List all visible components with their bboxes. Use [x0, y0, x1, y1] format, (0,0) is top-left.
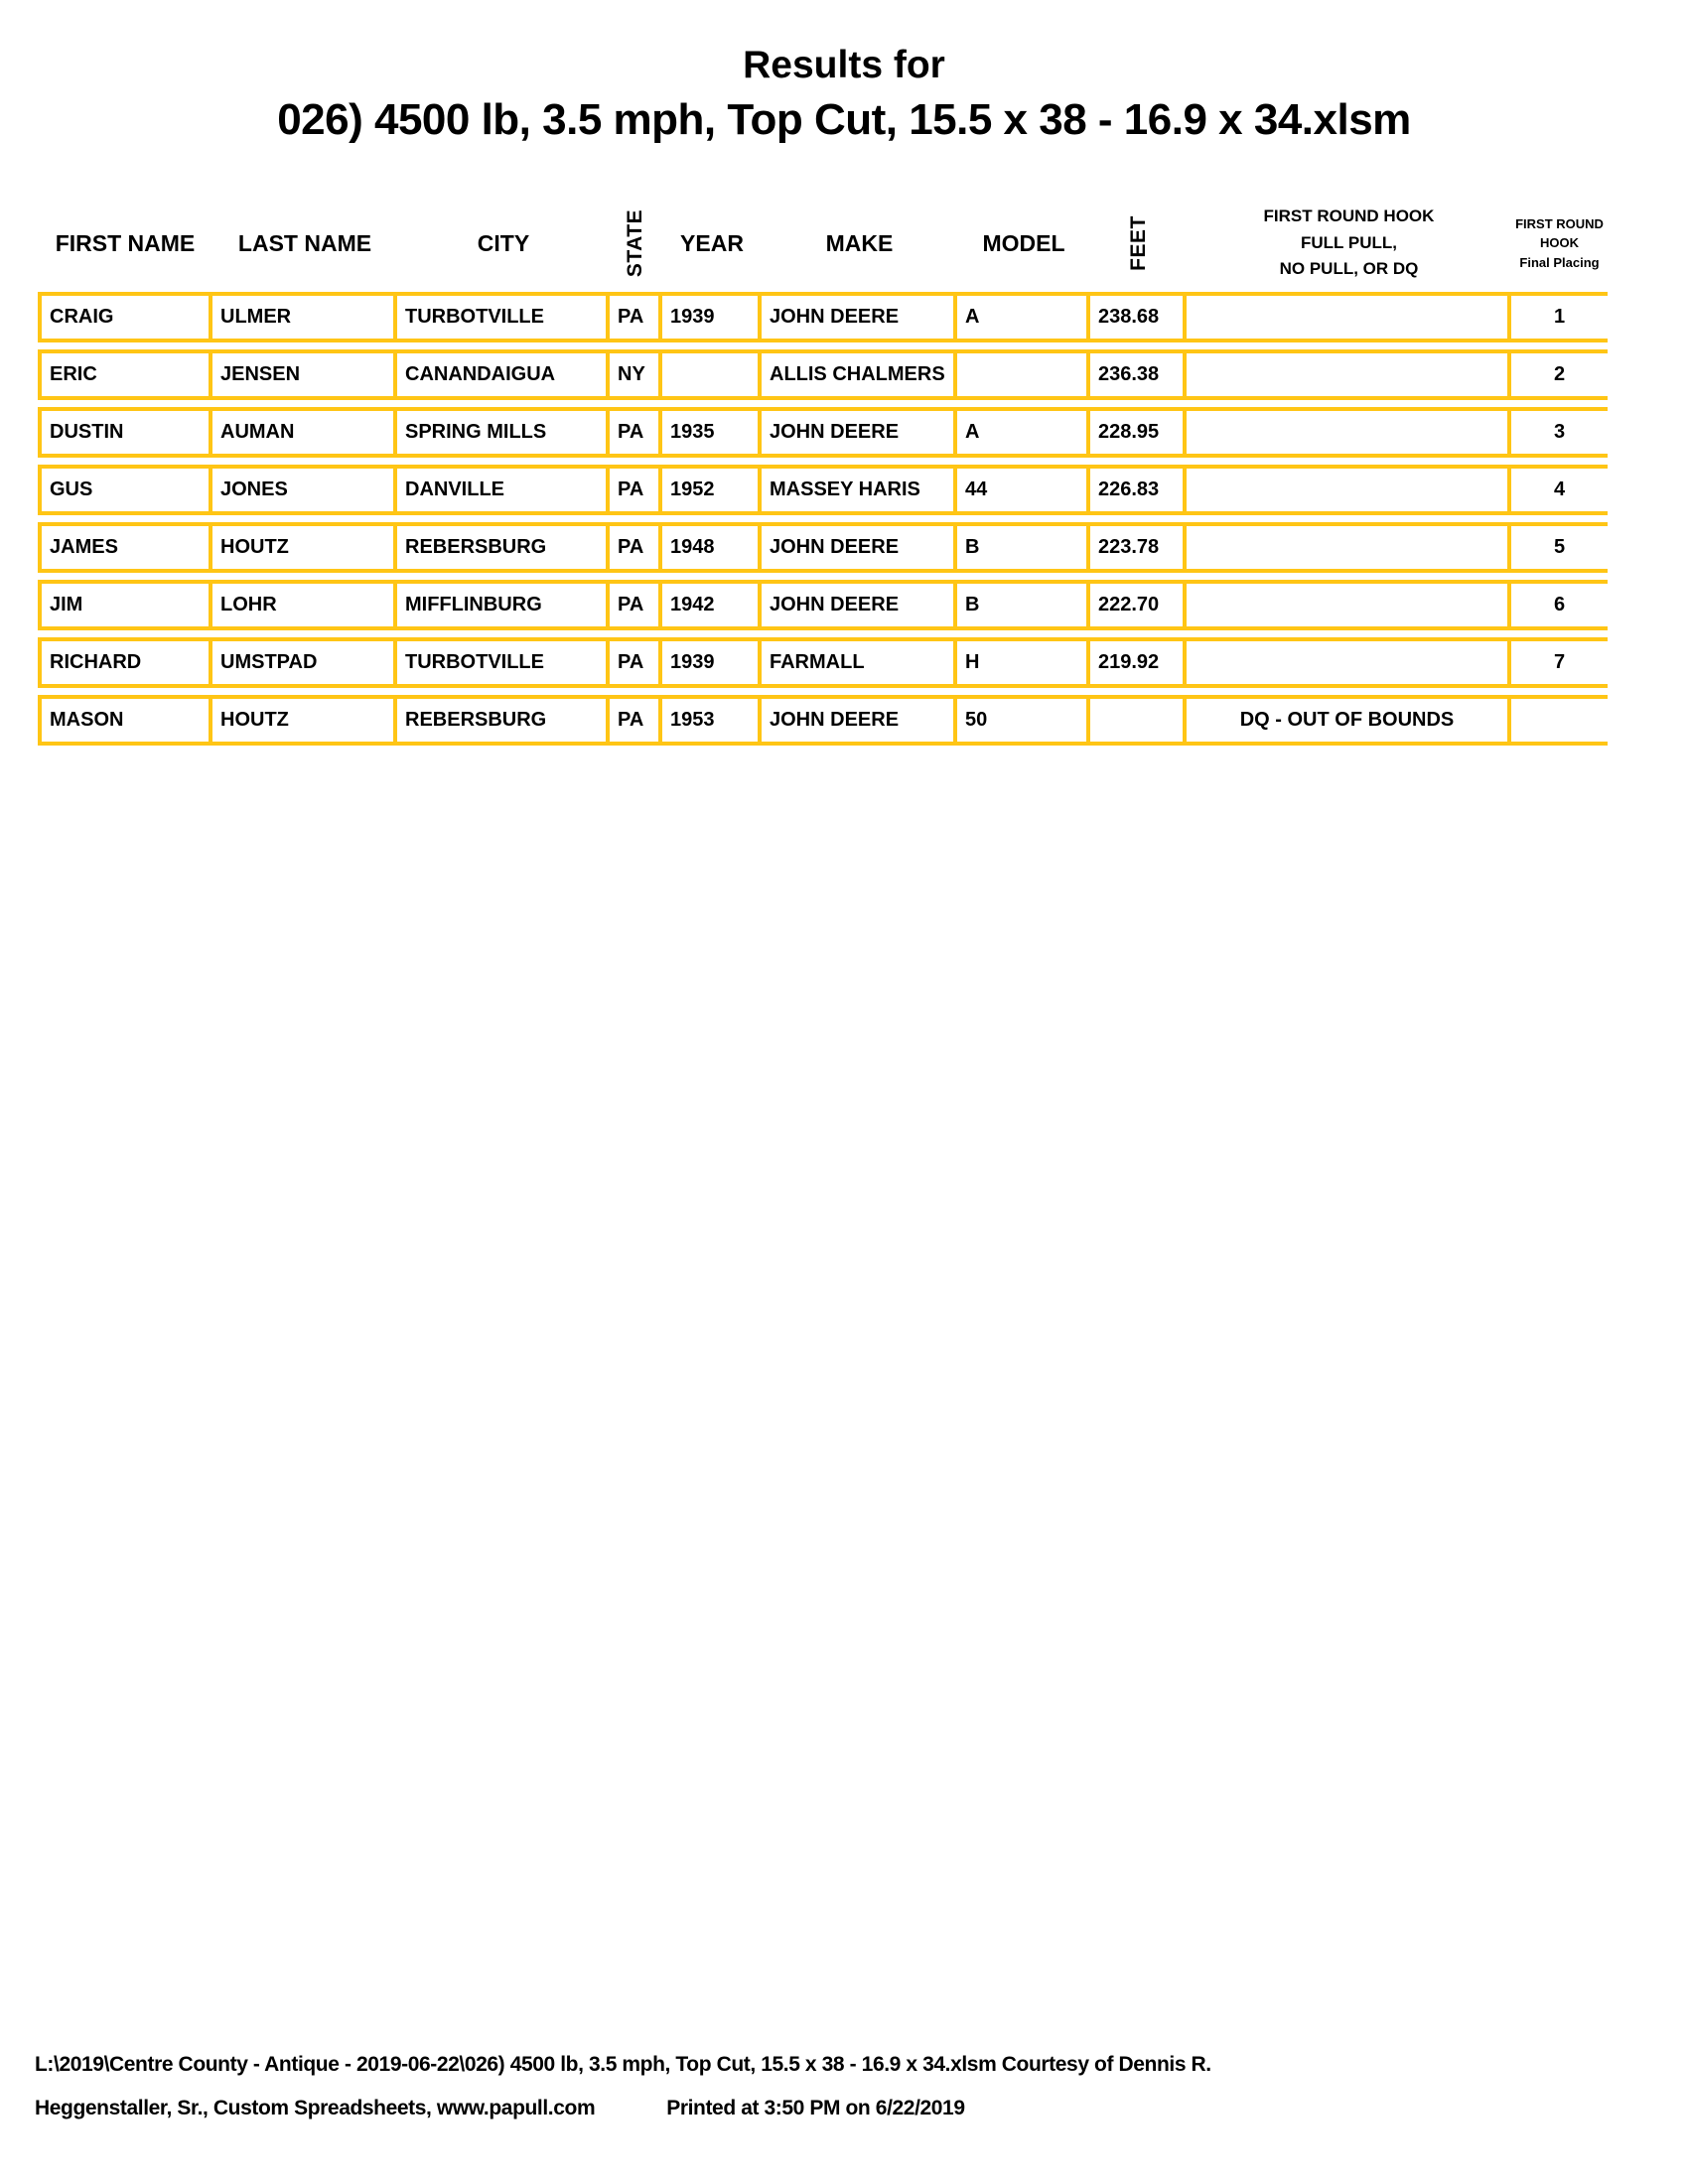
cell-last-name: LOHR: [212, 584, 397, 626]
table-header-row: [38, 195, 1608, 292]
cell-first-name: ERIC: [42, 353, 212, 396]
cell-hook-result: [1187, 584, 1507, 626]
row-border-box: [38, 580, 1511, 630]
header-placing-line2: HOOK: [1540, 235, 1579, 251]
cell-model: 50: [957, 699, 1090, 742]
header-state-rotated-label: STATE: [624, 208, 647, 278]
cell-hook-result: [1187, 296, 1507, 339]
cell-state: PA: [610, 641, 662, 684]
cell-first-name: MASON: [42, 699, 212, 742]
table-row: [38, 465, 1608, 515]
header-model: MODEL: [982, 229, 1065, 256]
class-file-title: 026) 4500 lb, 3.5 mph, Top Cut, 15.5 x 38 - 16.9 x 34.xlsm: [277, 94, 1411, 144]
cell-state: PA: [610, 699, 662, 742]
table-row: [38, 292, 1608, 342]
header-feet-rotated-label: FEET: [1126, 215, 1150, 271]
cell-make: JOHN DEERE: [762, 584, 957, 626]
cell-hook-result: [1187, 526, 1507, 569]
table-row: [38, 349, 1608, 400]
cell-state: PA: [610, 584, 662, 626]
footer-printed-at: Printed at 3:50 PM on 6/22/2019: [666, 2097, 965, 2120]
cell-make: JOHN DEERE: [762, 411, 957, 454]
cell-hook-result: DQ - OUT OF BOUNDS: [1239, 709, 1455, 731]
cell-hook-result: [1187, 469, 1507, 511]
row-border-box: [38, 465, 1511, 515]
cell-city: TURBOTVILLE: [397, 296, 610, 339]
cell-final-placing: 5: [1511, 522, 1608, 573]
header-hook-line2: FULL PULL,: [1301, 232, 1397, 252]
header-first-round-hook: [1187, 195, 1511, 292]
cell-first-name: RICHARD: [42, 641, 212, 684]
cell-city: REBERSBURG: [397, 699, 610, 742]
cell-model: A: [957, 411, 1090, 454]
cell-city: MIFFLINBURG: [397, 584, 610, 626]
cell-city: REBERSBURG: [397, 526, 610, 569]
cell-year: [662, 353, 762, 396]
cell-year: 1939: [662, 641, 762, 684]
cell-year: 1935: [662, 411, 762, 454]
row-border-box: [38, 522, 1511, 573]
cell-model: B: [957, 584, 1090, 626]
cell-last-name: AUMAN: [212, 411, 397, 454]
cell-first-name: GUS: [42, 469, 212, 511]
cell-year: 1952: [662, 469, 762, 511]
cell-final-placing: 4: [1511, 465, 1608, 515]
table-row: [38, 695, 1608, 746]
row-border-box: [38, 349, 1511, 400]
row-border-box: [38, 407, 1511, 458]
cell-first-name: CRAIG: [42, 296, 212, 339]
cell-final-placing: [1511, 695, 1608, 746]
cell-city: CANANDAIGUA: [397, 353, 610, 396]
cell-make: JOHN DEERE: [762, 699, 957, 742]
cell-model: A: [957, 296, 1090, 339]
header-feet: [1090, 195, 1187, 292]
cell-state: PA: [610, 296, 662, 339]
cell-feet: 219.92: [1090, 641, 1187, 684]
header-city: CITY: [477, 229, 530, 256]
cell-model: [957, 353, 1090, 396]
cell-last-name: HOUTZ: [212, 526, 397, 569]
table-row: [38, 637, 1608, 688]
cell-state: PA: [610, 469, 662, 511]
cell-make: JOHN DEERE: [762, 296, 957, 339]
cell-state: PA: [610, 411, 662, 454]
cell-make: JOHN DEERE: [762, 526, 957, 569]
header-first-name: FIRST NAME: [55, 229, 196, 256]
cell-final-placing: 7: [1511, 637, 1608, 688]
cell-model: 44: [957, 469, 1090, 511]
cell-hook-result: [1187, 353, 1507, 396]
cell-state: PA: [610, 526, 662, 569]
cell-feet: 223.78: [1090, 526, 1187, 569]
header-placing-line1: FIRST ROUND: [1515, 215, 1604, 231]
header-placing-line3: Final Placing: [1519, 254, 1600, 270]
cell-first-name: JIM: [42, 584, 212, 626]
title-block: [0, 0, 1688, 147]
cell-last-name: JONES: [212, 469, 397, 511]
cell-final-placing: 3: [1511, 407, 1608, 458]
footer-credits-line: [35, 2087, 1673, 2130]
header-last-name: LAST NAME: [237, 229, 372, 256]
report-footer: [35, 2043, 1673, 2130]
cell-hook-result: [1187, 411, 1507, 454]
table-row: [38, 522, 1608, 573]
row-border-box: [38, 637, 1511, 688]
cell-last-name: HOUTZ: [212, 699, 397, 742]
cell-year: 1942: [662, 584, 762, 626]
cell-feet: 238.68: [1090, 296, 1187, 339]
header-hook-line3: NO PULL, OR DQ: [1279, 259, 1419, 279]
results-table: [38, 195, 1608, 752]
cell-year: 1948: [662, 526, 762, 569]
cell-last-name: UMSTPAD: [212, 641, 397, 684]
cell-make: ALLIS CHALMERS: [762, 353, 957, 396]
cell-last-name: ULMER: [212, 296, 397, 339]
cell-make: FARMALL: [762, 641, 957, 684]
cell-final-placing: 1: [1511, 292, 1608, 342]
header-make: MAKE: [825, 229, 894, 256]
cell-feet: [1090, 699, 1187, 742]
page-title: Results for: [743, 44, 945, 86]
cell-model: B: [957, 526, 1090, 569]
cell-city: TURBOTVILLE: [397, 641, 610, 684]
cell-hook-result: [1187, 641, 1507, 684]
row-border-box: [38, 695, 1511, 746]
header-state: [610, 195, 662, 292]
cell-city: DANVILLE: [397, 469, 610, 511]
cell-first-name: DUSTIN: [42, 411, 212, 454]
cell-final-placing: 2: [1511, 349, 1608, 400]
cell-state: NY: [610, 353, 662, 396]
cell-feet: 228.95: [1090, 411, 1187, 454]
header-hook-line1: FIRST ROUND HOOK: [1263, 206, 1435, 226]
header-year: YEAR: [680, 229, 744, 256]
footer-credits-text: Heggenstaller, Sr., Custom Spreadsheets, www.papull.com: [35, 2097, 596, 2120]
cell-final-placing: 6: [1511, 580, 1608, 630]
cell-make: MASSEY HARIS: [762, 469, 957, 511]
row-border-box: [38, 292, 1511, 342]
cell-feet: 222.70: [1090, 584, 1187, 626]
table-row: [38, 580, 1608, 630]
table-row: [38, 407, 1608, 458]
cell-city: SPRING MILLS: [397, 411, 610, 454]
cell-feet: 226.83: [1090, 469, 1187, 511]
footer-file-path-line: L:\2019\Centre County - Antique - 2019-06-22\026) 4500 lb, 3.5 mph, Top Cut, 15.5 x 38 - 16.9 x 34.xlsm Courtesy of Dennis R.: [35, 2053, 1211, 2076]
cell-model: H: [957, 641, 1090, 684]
cell-year: 1939: [662, 296, 762, 339]
cell-feet: 236.38: [1090, 353, 1187, 396]
cell-first-name: JAMES: [42, 526, 212, 569]
header-final-placing: [1511, 195, 1608, 292]
cell-last-name: JENSEN: [212, 353, 397, 396]
cell-year: 1953: [662, 699, 762, 742]
